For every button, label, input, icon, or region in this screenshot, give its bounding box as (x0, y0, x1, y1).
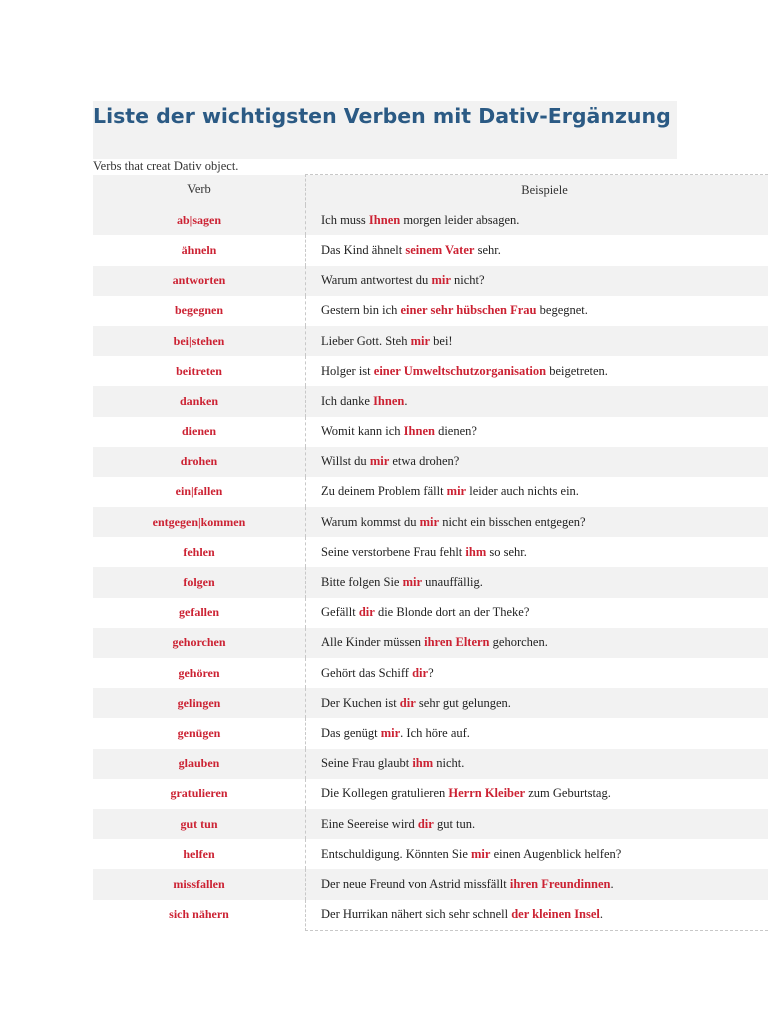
verb-cell: drohen (93, 447, 306, 477)
table-row (93, 779, 768, 809)
example-cell (306, 779, 768, 809)
verb-cell: gratulieren (93, 779, 306, 809)
example-text: Der Hurrikan nähert sich sehr schnell (321, 907, 512, 922)
example-text: Ich muss (321, 212, 369, 227)
verb-cell: ein|fallen (93, 477, 306, 507)
example-cell (306, 749, 768, 779)
dative-object: dir (399, 695, 416, 710)
example-text: Ich danke (321, 393, 374, 408)
example-text: . (404, 393, 408, 408)
example-text: etwa drohen? (389, 454, 460, 469)
example-text: Seine verstorbene Frau fehlt (321, 544, 466, 559)
example-text: Zu deinem Problem fällt (321, 484, 447, 499)
example-text: Warum kommst du (321, 514, 420, 529)
example-text: nicht. (433, 756, 465, 771)
example-cell (306, 356, 768, 386)
table-row (93, 386, 768, 416)
example-text: unauffällig. (422, 575, 483, 590)
example-cell (306, 507, 768, 537)
dative-object: mir (419, 514, 440, 529)
page-title: Liste der wichtigsten Verben mit Dativ-Ergänzung (93, 104, 671, 128)
example-text: gut tun. (433, 816, 476, 831)
example-cell (306, 266, 768, 296)
table-row (93, 477, 768, 507)
example-cell (306, 900, 768, 931)
table-row (93, 326, 768, 356)
verb-cell: gehören (93, 658, 306, 688)
table-row (93, 447, 768, 477)
example-cell (306, 417, 768, 447)
table-row (93, 266, 768, 296)
verb-cell: beitreten (93, 356, 306, 386)
example-text: Bitte folgen Sie (321, 575, 403, 590)
dative-object: dir (417, 816, 434, 831)
table-row (93, 296, 768, 326)
dative-object: dir (358, 605, 375, 620)
example-cell (306, 296, 768, 326)
dative-object: der kleinen Insel (511, 907, 600, 922)
example-text: sehr gut gelungen. (415, 695, 511, 710)
table-row (93, 839, 768, 869)
example-text: leider auch nichts ein. (466, 484, 579, 499)
table-row (93, 628, 768, 658)
verb-cell: dienen (93, 417, 306, 447)
dative-object: mir (402, 575, 423, 590)
dative-object: mir (431, 273, 451, 288)
table-row (93, 356, 768, 386)
table-row (93, 235, 768, 265)
example-text: begegnet. (536, 303, 588, 318)
example-cell (306, 839, 768, 869)
verb-cell: antworten (93, 266, 306, 296)
dative-object: Herrn Kleiber (448, 786, 526, 801)
verb-cell: gehorchen (93, 628, 306, 658)
verb-cell: glauben (93, 749, 306, 779)
example-text: Womit kann ich (321, 424, 404, 439)
subtitle: Verbs that creat Dativ object. (93, 159, 239, 173)
table-row (93, 749, 768, 779)
example-text: Das genügt (321, 725, 381, 740)
example-cell (306, 386, 768, 416)
verb-cell: bei|stehen (93, 326, 306, 356)
example-text: nicht? (450, 273, 485, 288)
title-box (93, 101, 677, 159)
example-text: so sehr. (486, 544, 527, 559)
column-header-examples: Beispiele (306, 175, 768, 206)
verb-cell: begegnen (93, 296, 306, 326)
example-text: gehorchen. (489, 635, 548, 650)
example-text: Alle Kinder müssen (321, 635, 425, 650)
example-text: . (599, 907, 604, 922)
example-text: bei! (430, 333, 453, 348)
dative-object: ihren Freundinnen (509, 876, 611, 891)
dative-object: mir (369, 454, 390, 469)
example-cell (306, 567, 768, 597)
example-text: Die Kollegen gratulieren (321, 786, 449, 801)
table-row (93, 900, 768, 931)
example-cell (306, 658, 768, 688)
example-text: die Blonde dort an der Theke? (374, 605, 530, 620)
table-row (93, 718, 768, 748)
example-text: . Ich höre auf. (400, 725, 470, 740)
example-text: Der Kuchen ist (321, 695, 400, 710)
example-cell (306, 326, 768, 356)
verb-cell: ab|sagen (93, 205, 306, 235)
dative-object: ihm (465, 544, 487, 559)
verb-cell: genügen (93, 718, 306, 748)
example-text: Holger ist (321, 363, 374, 378)
example-text: Der neue Freund von Astrid missfällt (321, 876, 510, 891)
verb-cell: gelingen (93, 688, 306, 718)
dative-object: dir (412, 665, 429, 680)
example-cell (306, 598, 768, 628)
dative-object: mir (471, 846, 491, 861)
table-row (93, 658, 768, 688)
example-text: . (610, 876, 614, 891)
example-text: Eine Seereise wird (321, 816, 418, 831)
verb-cell: gut tun (93, 809, 306, 839)
table-row (93, 809, 768, 839)
dative-object: mir (446, 484, 467, 499)
example-cell (306, 447, 768, 477)
verb-cell: helfen (93, 839, 306, 869)
dative-object: ihm (412, 756, 434, 771)
example-text: sehr. (474, 242, 501, 257)
dative-object: Ihnen (403, 424, 435, 439)
example-text: einen Augenblick helfen? (490, 846, 622, 861)
verb-cell: folgen (93, 567, 306, 597)
example-text: Das Kind ähnelt (321, 242, 406, 257)
example-text: beigetreten. (546, 363, 608, 378)
table-row (93, 598, 768, 628)
dative-object: mir (380, 725, 401, 740)
verb-cell: danken (93, 386, 306, 416)
example-text: Entschuldigung. Könnten Sie (321, 846, 471, 861)
example-cell (306, 718, 768, 748)
table-row (93, 537, 768, 567)
dative-object: mir (410, 333, 431, 348)
verb-cell: missfallen (93, 869, 306, 899)
example-cell (306, 205, 768, 235)
table-row (93, 869, 768, 899)
dative-object: Ihnen (368, 212, 401, 227)
table-row (93, 417, 768, 447)
example-cell (306, 537, 768, 567)
example-cell (306, 688, 768, 718)
table-row (93, 567, 768, 597)
dative-object: seinem Vater (405, 242, 475, 257)
example-text: Gestern bin ich (321, 303, 401, 318)
example-text: Seine Frau glaubt (321, 756, 413, 771)
verb-cell: entgegen|kommen (93, 507, 306, 537)
dative-object: Ihnen (373, 393, 405, 408)
example-text: ? (428, 665, 434, 680)
example-text: Gefällt (321, 605, 359, 620)
dative-object: ihren Eltern (424, 635, 490, 650)
table-body (93, 205, 768, 930)
example-text: morgen leider absagen. (400, 212, 520, 227)
example-text: Willst du (321, 454, 370, 469)
example-text: dienen? (434, 424, 477, 439)
example-text: nicht ein bisschen entgegen? (439, 514, 586, 529)
example-text: zum Geburtstag. (525, 786, 611, 801)
example-cell (306, 869, 768, 899)
example-text: Warum antwortest du (321, 273, 432, 288)
column-header-verb: Verb (93, 175, 306, 206)
verb-cell: fehlen (93, 537, 306, 567)
verb-cell: sich nähern (93, 900, 306, 931)
verb-cell: ähneln (93, 235, 306, 265)
table-row (93, 507, 768, 537)
table-header-row (93, 175, 768, 206)
dative-object: einer Umweltschutzorganisation (373, 363, 547, 378)
example-cell (306, 235, 768, 265)
dative-object: einer sehr hübschen Frau (400, 303, 537, 318)
example-cell (306, 809, 768, 839)
example-cell (306, 628, 768, 658)
example-text: Lieber Gott. Steh (321, 333, 411, 348)
table-row (93, 688, 768, 718)
table-row (93, 205, 768, 235)
example-text: Gehört das Schiff (321, 665, 413, 680)
example-cell (306, 477, 768, 507)
verb-cell: gefallen (93, 598, 306, 628)
verb-table (93, 174, 768, 931)
